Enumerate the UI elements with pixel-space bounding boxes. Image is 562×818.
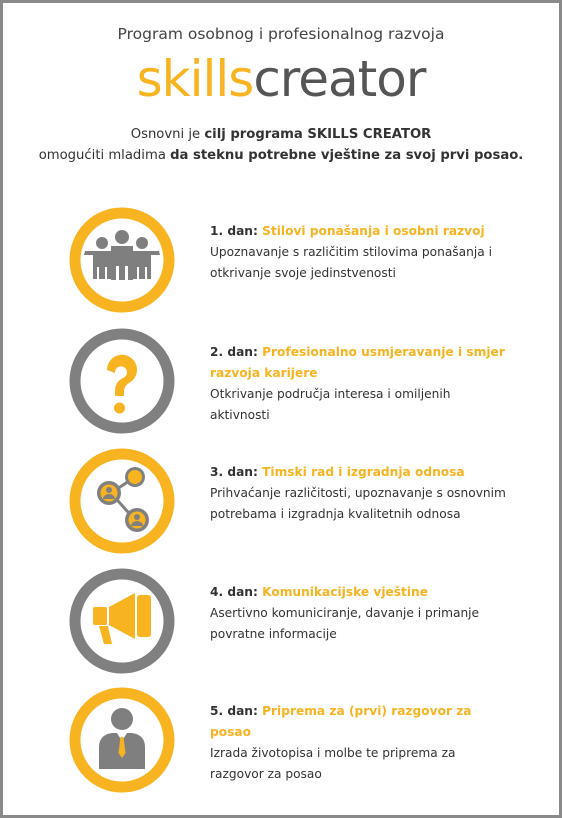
day-5-text: 5. dan: Priprema za (prvi) razgovor za posao Izrada životopisa i molbe te priprema za razgovor za posao [210, 704, 472, 781]
day-5-section [3, 687, 559, 793]
day-4-title: Komunikacijske vještine [262, 585, 428, 599]
intro-line-2: omogućiti mladima da steknu potrebne vještine za svoj prvi posao. [38, 148, 524, 163]
day-3-description: Prihvaćanje različitosti, upoznavanje s osnovnim potrebama i izgradnja kvalitetnih odnosa [210, 486, 506, 521]
intro-line-1: Osnovni je cilj programa SKILLS CREATOR [130, 127, 432, 142]
day-2-description: Otkrivanje područja interesa i omiljenih aktivnosti [210, 387, 451, 422]
day-3-text: 3. dan: Timski rad i izgradnja odnosa Prihvaćanje različitosti, upoznavanje s osnovnim potrebama i izgradnja kvalitetnih odnosa [210, 465, 506, 521]
day-1-description: Upoznavanje s različitim stilovima ponašanja i otkrivanje svoje jedinstvenosti [210, 245, 492, 280]
day-2-text: 2. dan: Profesionalno usmjeravanje i smjer razvoja karijere Otkrivanje područja interesa i omiljenih aktivnosti [210, 345, 505, 422]
day-1-text: 1. dan: Stilovi ponašanja i osobni razvoj Upoznavanje s različitim stilovima ponašanja i otkrivanje svoje jedinstvenosti [210, 224, 492, 280]
day-2-title: Profesionalno usmjeravanje i smjer razvoja karijere [210, 345, 505, 380]
businessman-icon [69, 687, 175, 793]
day-1-title: Stilovi ponašanja i osobni razvoj [262, 224, 485, 238]
day-5-description: Izrada životopisa i molbe te priprema za razgovor za posao [210, 746, 456, 781]
day-3-title: Timski rad i izgradnja odnosa [262, 465, 465, 479]
logo-part-creator: creator [253, 50, 426, 108]
day-4-section [3, 568, 559, 674]
logo-part-skills: skills [136, 50, 254, 108]
day-1-section [3, 207, 559, 313]
day-5-title: Priprema za (prvi) razgovor za posao [210, 704, 472, 739]
people-group-icon [69, 207, 175, 313]
skills-creator-logo [3, 49, 559, 109]
megaphone-icon [69, 568, 175, 674]
day-2-section [3, 328, 559, 434]
question-mark-icon [69, 328, 175, 434]
day-4-text: 4. dan: Komunikacijske vještine Asertivno komuniciranje, davanje i primanje povratne informacije [210, 585, 480, 641]
day-3-section [3, 448, 559, 554]
day-4-description: Asertivno komuniciranje, davanje i primanje povratne informacije [210, 606, 480, 641]
program-title: Program osobnog i profesionalnog razvoja [117, 25, 445, 43]
intro-text [3, 124, 559, 166]
network-people-icon [69, 448, 175, 554]
